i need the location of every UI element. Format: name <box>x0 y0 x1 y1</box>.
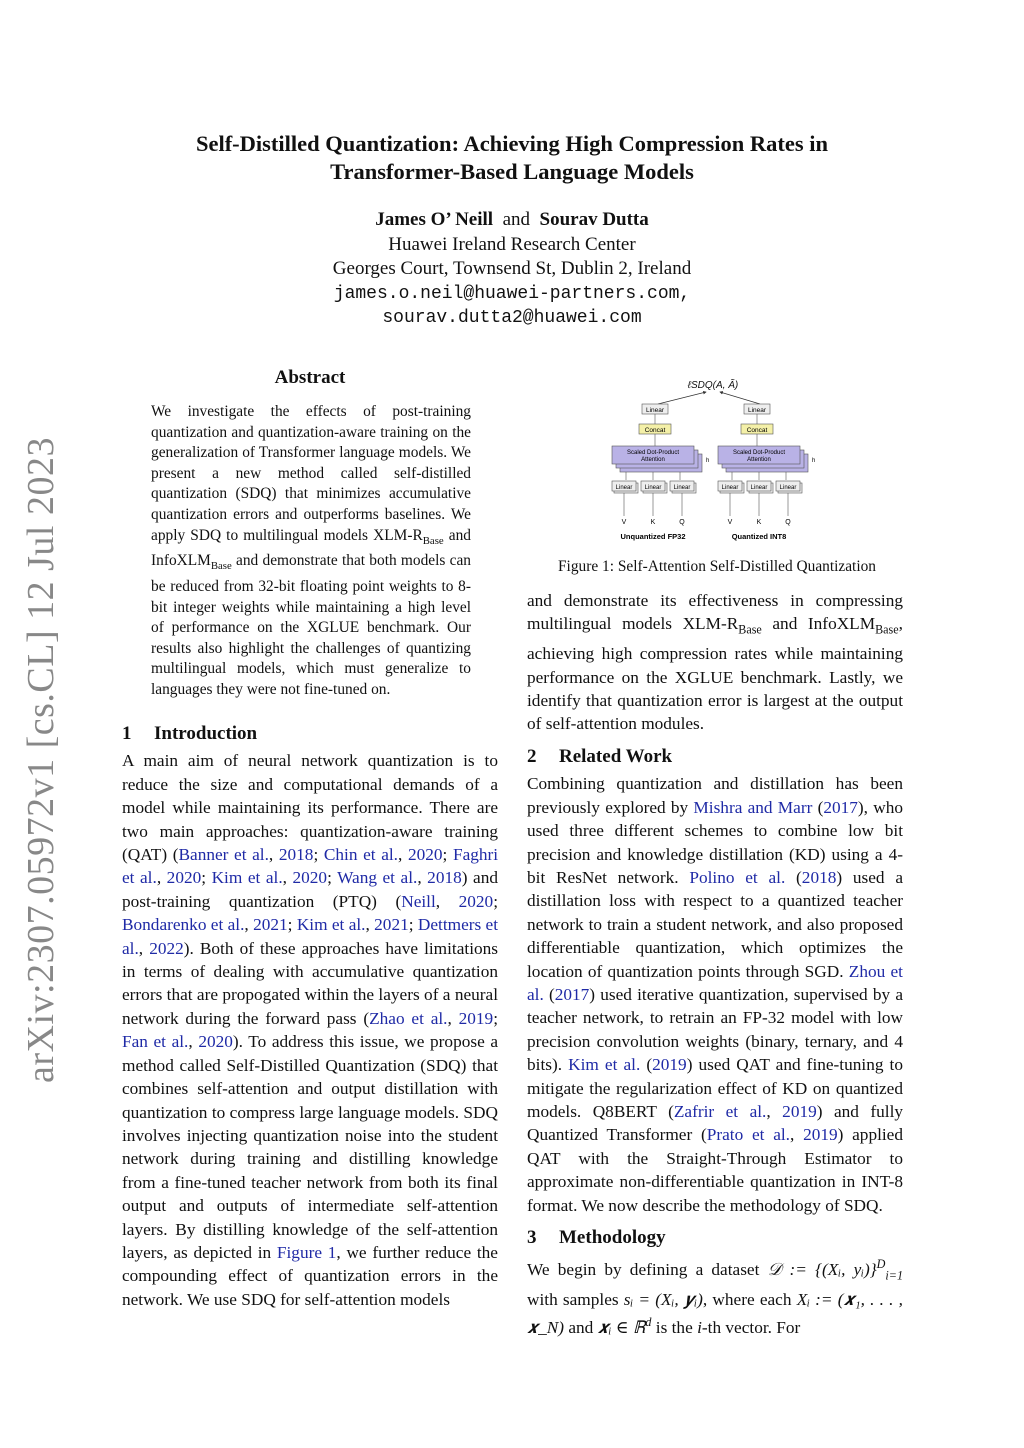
address: Georges Court, Townsend St, Dublin 2, Ireland <box>332 258 692 279</box>
intro-continuation: and demonstrate its effectiveness in compressing multilingual models XLM-$R_{Base}$ and InfoXLM$_{Base}$, achieving high compression rates while maintaining performance on the XGLUE benchmark. Lastly, we identify that quantization error is largest at the output of self-attention modules. <box>527 591 903 734</box>
linear-q: Linear <box>673 485 691 491</box>
arxiv-id: arXiv:2307.05972v1 [cs.CL] 12 Jul 2023 <box>20 437 62 1083</box>
right-column <box>527 589 903 1340</box>
sample-definition: sᵢ = (Xᵢ, 𝒚ᵢ) <box>623 1290 703 1310</box>
fp32-branch <box>612 404 709 541</box>
figure-1-ref[interactable]: Figure 1 <box>276 1242 337 1262</box>
cite-kim-2020-year[interactable]: 2020 <box>292 868 328 888</box>
attention-label-2: Attention <box>641 457 665 463</box>
linear-q-r: Linear <box>779 485 797 491</box>
cite-faghri-year[interactable]: 2020 <box>166 868 202 888</box>
cite-kim-2019[interactable]: Kim et al. <box>568 1055 641 1075</box>
linear-k: Linear <box>644 485 662 491</box>
cite-prato-year[interactable]: 2019 <box>803 1125 838 1145</box>
input-v: V <box>621 519 627 526</box>
vector-definition: 𝒙ᵢ ∈ ℝ$^d$ <box>597 1315 652 1338</box>
cite-mishra[interactable]: Mishra and Marr <box>693 797 813 817</box>
cite-prato[interactable]: Prato et al. <box>706 1125 790 1145</box>
int8-label: Quantized INT8 <box>731 532 787 541</box>
head-count: h <box>706 458 710 464</box>
cite-kim-2021-year[interactable]: 2021 <box>374 915 409 935</box>
email-2: sourav.dutta2@huawei.com <box>382 308 642 328</box>
figure-1-caption: Figure 1: Self-Attention Self-Distilled Quantization <box>557 558 877 575</box>
loss-label: ℓSDQ(A, Ã) <box>687 380 739 391</box>
concat-label-r: Concat <box>746 427 768 434</box>
linear-v-r: Linear <box>721 485 739 491</box>
linear-k-r: Linear <box>750 485 768 491</box>
dataset-definition: 𝒟 := {(Xᵢ, yᵢ)}$^D_{i=1}$ <box>767 1257 904 1283</box>
cite-zhou[interactable]: Zhou et al. <box>527 961 903 1004</box>
abstract-heading: Abstract <box>274 367 346 388</box>
cite-faghri[interactable]: Faghri et al. <box>122 845 499 888</box>
author-and: and <box>502 209 530 230</box>
cite-kim-2019-year[interactable]: 2019 <box>652 1055 687 1075</box>
cite-kim-2020[interactable]: Kim et al. <box>211 868 283 888</box>
input-v-r: V <box>727 519 733 526</box>
intro-paragraph: A main aim of neural network quantization is to reduce the size and computational demands of a model while maintaining its performance. There are two main approaches: quantization-aware training (QAT) (Banner et al., 2018; Chin et al., 2020; Faghri et al., 2020; Kim et al., 2020; Wang et al., 2018) and post-training quantization (PTQ) (Neill, 2020; Bondarenko et al., 2021; Kim et al., 2021; Dettmers et al., 2022). Both of these approaches have limitations in terms of dealing with accumulative quantization errors that are propogated within the layers of a neural network during the forward pass (Zhao et al., 2019; Fan et al., 2020). To address this issue, we propose a method called Self-Distilled Quantization (SDQ) that combines self-attention and output distillation with quantization to compress large language models. SDQ involves injecting quantization noise into the student network during training and distilling knowledge from a fine-tuned teacher network from both its final output and outputs of intermediate self-attention layers. By distilling knowledge of the self-attention layers, as depicted in Figure 1, we further reduce the compounding effect of quantization errors in the network. We use SDQ for self-attention models <box>122 751 499 1309</box>
cite-polino-year[interactable]: 2018 <box>801 867 837 887</box>
cite-chin-year[interactable]: 2020 <box>407 845 443 865</box>
cite-dettmers-year[interactable]: 2022 <box>149 938 184 958</box>
cite-banner[interactable]: Banner et al. <box>178 845 269 865</box>
cite-zafrir[interactable]: Zafrir et al. <box>673 1101 767 1121</box>
cite-wang[interactable]: Wang et al. <box>337 868 418 888</box>
cite-banner-year[interactable]: 2018 <box>278 845 314 865</box>
introduction-section <box>122 722 498 1311</box>
cite-bondarenko[interactable]: Bondarenko et al. <box>122 915 245 935</box>
cite-bondarenko-year[interactable]: 2021 <box>253 915 288 935</box>
input-k: K <box>650 519 656 526</box>
fp32-label: Unquantized FP32 <box>620 532 686 541</box>
input-q-r: Q <box>785 519 791 526</box>
input-definition: Xᵢ := (𝒙₁, . . . , 𝒙_N) <box>527 1290 904 1338</box>
head-count-r: h <box>812 458 816 464</box>
cite-zafrir-year[interactable]: 2019 <box>782 1101 817 1121</box>
cite-polino[interactable]: Polino et al. <box>689 867 786 887</box>
cite-fan[interactable]: Fan et al. <box>122 1032 189 1052</box>
attention-label-2-r: Attention <box>747 457 771 463</box>
title-line-2: Transformer-Based Language Models <box>330 159 694 184</box>
methodology-paragraph: We begin by defining a dataset 𝒟 := {(Xᵢ, yᵢ)}$^D_{i=1}$ with samples sᵢ = (Xᵢ, 𝒚ᵢ), where each Xᵢ := (𝒙₁, . . . , 𝒙_N) and 𝒙ᵢ ∈ ℝ$^d$ is the i-th vector. For <box>527 1257 904 1338</box>
cite-dettmers[interactable]: Dettmers et al. <box>122 915 499 958</box>
title-line-1: Self-Distilled Quantization: Achieving High Compression Rates in <box>195 131 829 156</box>
email-1: james.o.neil@huawei-partners.com, <box>333 283 691 304</box>
cite-kim-2021[interactable]: Kim et al. <box>296 915 366 935</box>
author-1: James O’ Neill <box>375 209 494 230</box>
linear-label-r: Linear <box>747 407 767 414</box>
concat-label: Concat <box>644 427 666 434</box>
cite-neill-year[interactable]: 2020 <box>458 891 494 911</box>
input-k-r: K <box>756 519 762 526</box>
author-block <box>100 208 924 331</box>
cite-zhou-year[interactable]: 2017 <box>554 984 590 1004</box>
related-work-heading: 2 Related Work <box>527 745 673 767</box>
intro-heading: 1 Introduction <box>122 723 258 744</box>
cite-wang-year[interactable]: 2018 <box>427 868 462 888</box>
affiliation: Huawei Ireland Research Center <box>388 233 636 255</box>
linear-label: Linear <box>645 407 665 414</box>
related-work-paragraph: Combining quantization and distillation has been previously explored by Mishra and Marr (2017), who used three different schemes to combine low bit precision and knowledge distillation (KD) using a 4-bit ResNet network. Polino et al. (2018) used a distillation loss with respect to a quantized teacher network to train a student network, and also proposed differentiable quantization, which optimizes the location of quantization points through SGD. Zhou et al. (2017) used iterative quantization, supervised by a teacher network, to retrain an FP-32 model with low precision convolution weights (binary, ternary, and 4 bits). Kim et al. (2019) used QAT and fine-tuning to mitigate the regularization effect of KD on quantized models. Q8BERT (Zafrir et al., 2019) and fully Quantized Transformer (Prato et al., 2019) applied QAT with the Straight-Through Estimator to approximate non-differentiable quantization in INT-8 format. We now describe the methodology of SDQ. <box>527 774 904 1215</box>
cite-zhao-year[interactable]: 2019 <box>458 1008 494 1028</box>
input-q: Q <box>679 519 685 526</box>
methodology-heading: 3 Methodology <box>527 1227 666 1249</box>
figure-1-diagram <box>600 376 826 546</box>
attention-label-1-r: Scaled Dot-Product <box>732 450 786 456</box>
int8-branch <box>718 404 815 541</box>
abstract-body: We investigate the effects of post-training quantization and quantization-aware training on the generalization of Transformer language models. We present a new method called self-distilled quantization (SDQ) that minimizes accumulative quantization errors and outperforms baselines. We apply SDQ to multilingual models XLM-$R_{Base}$ and InfoXLM$_{Base}$ and demonstrate that both models can be reduced from 32-bit floating point weights to 8-bit integer weights while maintaining a high level of performance on the XGLUE benchmark. Our results also highlight the challenges of quantizing multilingual models, which must generalize to languages they were not fine-tuned on. <box>151 403 471 698</box>
cite-mishra-year[interactable]: 2017 <box>823 797 858 817</box>
attention-label-1: Scaled Dot-Product <box>626 450 680 456</box>
author-2: Sourav Dutta <box>539 209 649 230</box>
arxiv-sidebar <box>2 437 80 1083</box>
author-names <box>100 208 924 233</box>
cite-zhao[interactable]: Zhao et al. <box>369 1008 448 1028</box>
cite-chin[interactable]: Chin et al. <box>323 845 398 865</box>
cite-fan-year[interactable]: 2020 <box>198 1032 233 1052</box>
paper-title <box>100 130 924 186</box>
cite-neill[interactable]: Neill <box>401 891 436 911</box>
linear-v: Linear <box>615 485 633 491</box>
